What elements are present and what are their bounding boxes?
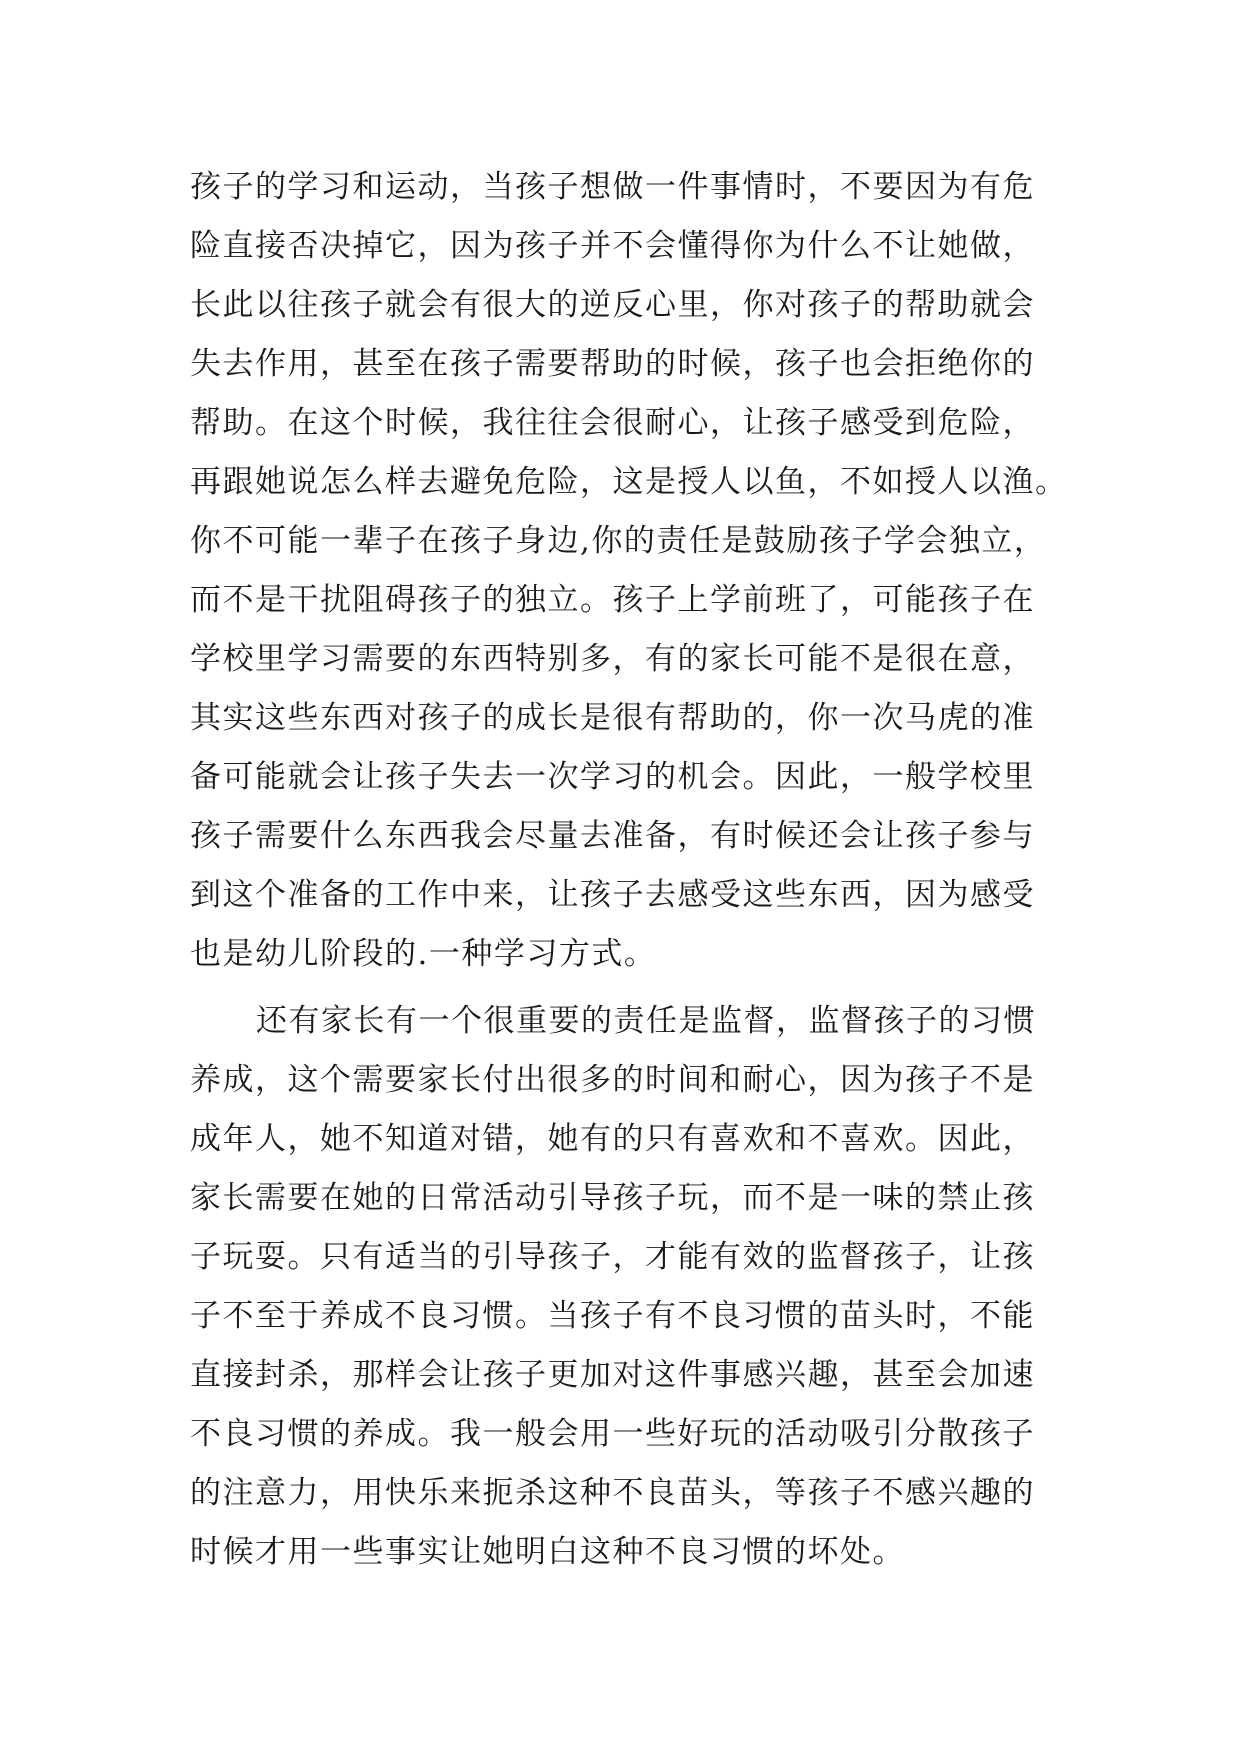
text-line: 学校里学习需要的东西特别多，有的家长可能不是很在意，	[190, 641, 1035, 677]
text-line: 不良习惯的养成。我一般会用一些好玩的活动吸引分散孩子	[190, 1416, 1035, 1452]
text-line: 到这个准备的工作中来，让孩子去感受这些东西，因为感受	[190, 877, 1035, 913]
text-line: 子玩耍。只有适当的引导孩子，才能有效的监督孩子，让孩	[190, 1239, 1035, 1275]
text-line: 孩子的学习和运动，当孩子想做一件事情时，不要因为有危	[190, 169, 1035, 205]
text-line: 帮助。在这个时候，我往往会很耐心，让孩子感受到危险，	[190, 405, 1035, 441]
text-line: 再跟她说怎么样去避免危险，这是授人以鱼，不如授人以渔。	[190, 464, 1068, 500]
text-line: 其实这些东西对孩子的成长是很有帮助的，你一次马虎的准	[190, 700, 1035, 736]
text-line: 家长需要在她的日常活动引导孩子玩，而不是一味的禁止孩	[190, 1180, 1035, 1216]
document-body	[190, 158, 1070, 1582]
text-line: 的注意力，用快乐来扼杀这种不良苗头，等孩子不感兴趣的	[190, 1475, 1035, 1511]
text-line: 险直接否决掉它，因为孩子并不会懂得你为什么不让她做，	[190, 228, 1035, 264]
text-line: 子不至于养成不良习惯。当孩子有不良习惯的苗头时，不能	[190, 1298, 1035, 1334]
paragraph-2	[190, 992, 1070, 1582]
text-line: 备可能就会让孩子失去一次学习的机会。因此，一般学校里	[190, 759, 1035, 795]
text-line: 孩子需要什么东西我会尽量去准备，有时候还会让孩子参与	[190, 818, 1035, 854]
text-line: 而不是干扰阻碍孩子的独立。孩子上学前班了，可能孩子在	[190, 582, 1035, 618]
paragraph-1	[190, 158, 1070, 984]
text-line: 直接封杀，那样会让孩子更加对这件事感兴趣，甚至会加速	[190, 1357, 1035, 1393]
text-line: 成年人，她不知道对错，她有的只有喜欢和不喜欢。因此，	[190, 1121, 1035, 1157]
text-line: 失去作用，甚至在孩子需要帮助的时候，孩子也会拒绝你的	[190, 346, 1035, 382]
text-line: 时候才用一些事实让她明白这种不良习惯的坏处。	[190, 1534, 905, 1570]
text-line: 也是幼儿阶段的.一种学习方式。	[190, 936, 657, 972]
text-line: 还有家长有一个很重要的责任是监督，监督孩子的习惯	[256, 1003, 1036, 1039]
text-line: 你不可能一辈子在孩子身边,你的责任是鼓励孩子学会独立，	[190, 523, 1047, 559]
text-line: 长此以往孩子就会有很大的逆反心里，你对孩子的帮助就会	[190, 287, 1035, 323]
text-line: 养成，这个需要家长付出很多的时间和耐心，因为孩子不是	[190, 1062, 1035, 1098]
